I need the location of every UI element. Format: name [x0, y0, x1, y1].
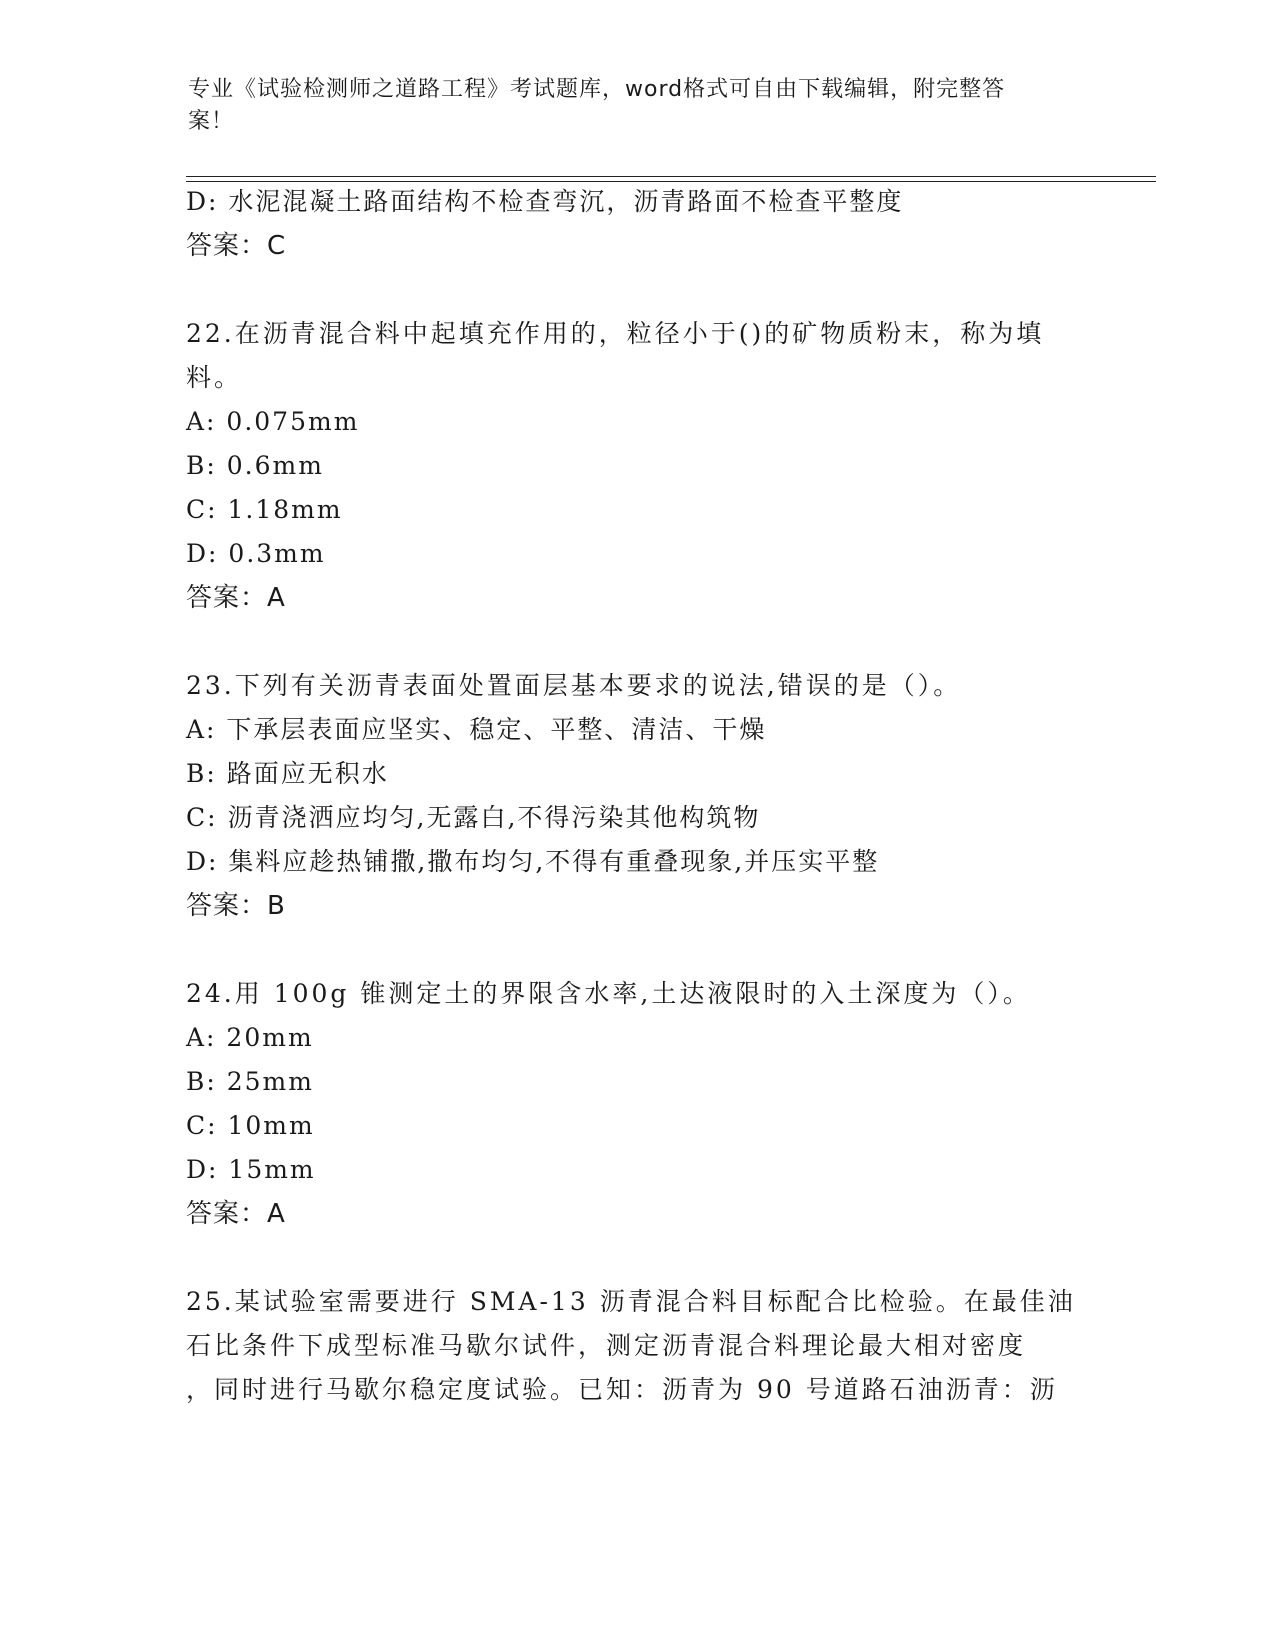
document-header	[188, 74, 1068, 138]
q23-answer: 答案：B	[186, 891, 286, 921]
q22-option-a: A: 0.075mm	[186, 407, 360, 436]
q23-option-c: C: 沥青浇洒应均匀,无露白,不得污染其他构筑物	[186, 803, 761, 832]
q23-option-d: D: 集料应趁热铺撒,撒布均匀,不得有重叠现象,并压实平整	[186, 847, 880, 876]
q23-option-a: A: 下承层表面应坚实、稳定、平整、清洁、干燥	[186, 715, 767, 744]
q24-option-c: C: 10mm	[186, 1111, 315, 1140]
q22-option-b: B: 0.6mm	[186, 451, 324, 480]
header-line-1: 专业《试验检测师之道路工程》考试题库，word格式可自由下载编辑，附完整答	[188, 77, 1006, 102]
q25-stem-line-3: ，同时进行马歇尔稳定度试验。已知：沥青为 90 号道路石油沥青：沥	[186, 1375, 1058, 1404]
q22-stem-line-2: 料。	[186, 363, 243, 392]
header-line-2: 案！	[188, 109, 235, 134]
q23-stem: 23.下列有关沥青表面处置面层基本要求的说法,错误的是（）。	[186, 671, 962, 700]
q24-stem: 24.用 100g 锥测定土的界限含水率,土达液限时的入土深度为（）。	[186, 979, 1031, 1008]
q25-stem-line-1: 25.某试验室需要进行 SMA-13 沥青混合料目标配合比检验。在最佳油	[186, 1287, 1076, 1316]
q22-option-d: D: 0.3mm	[186, 539, 326, 568]
q22-answer: 答案：A	[186, 583, 286, 613]
q24-option-b: B: 25mm	[186, 1067, 314, 1096]
q23-option-b: B: 路面应无积水	[186, 759, 389, 788]
q22-stem-line-1: 22.在沥青混合料中起填充作用的，粒径小于()的矿物质粉末，称为填	[186, 319, 1045, 348]
header-divider-bottom	[186, 181, 1156, 182]
q24-option-a: A: 20mm	[186, 1023, 314, 1052]
q25-stem-line-2: 石比条件下成型标准马歇尔试件，测定沥青混合料理论最大相对密度	[186, 1331, 1027, 1360]
q24-option-d: D: 15mm	[186, 1155, 316, 1184]
prev-answer: 答案：C	[186, 231, 287, 261]
q24-answer: 答案：A	[186, 1199, 286, 1229]
q22-option-c: C: 1.18mm	[186, 495, 343, 524]
header-divider-top	[186, 176, 1156, 177]
prev-option-d: D: 水泥混凝土路面结构不检查弯沉，沥青路面不检查平整度	[186, 187, 904, 216]
